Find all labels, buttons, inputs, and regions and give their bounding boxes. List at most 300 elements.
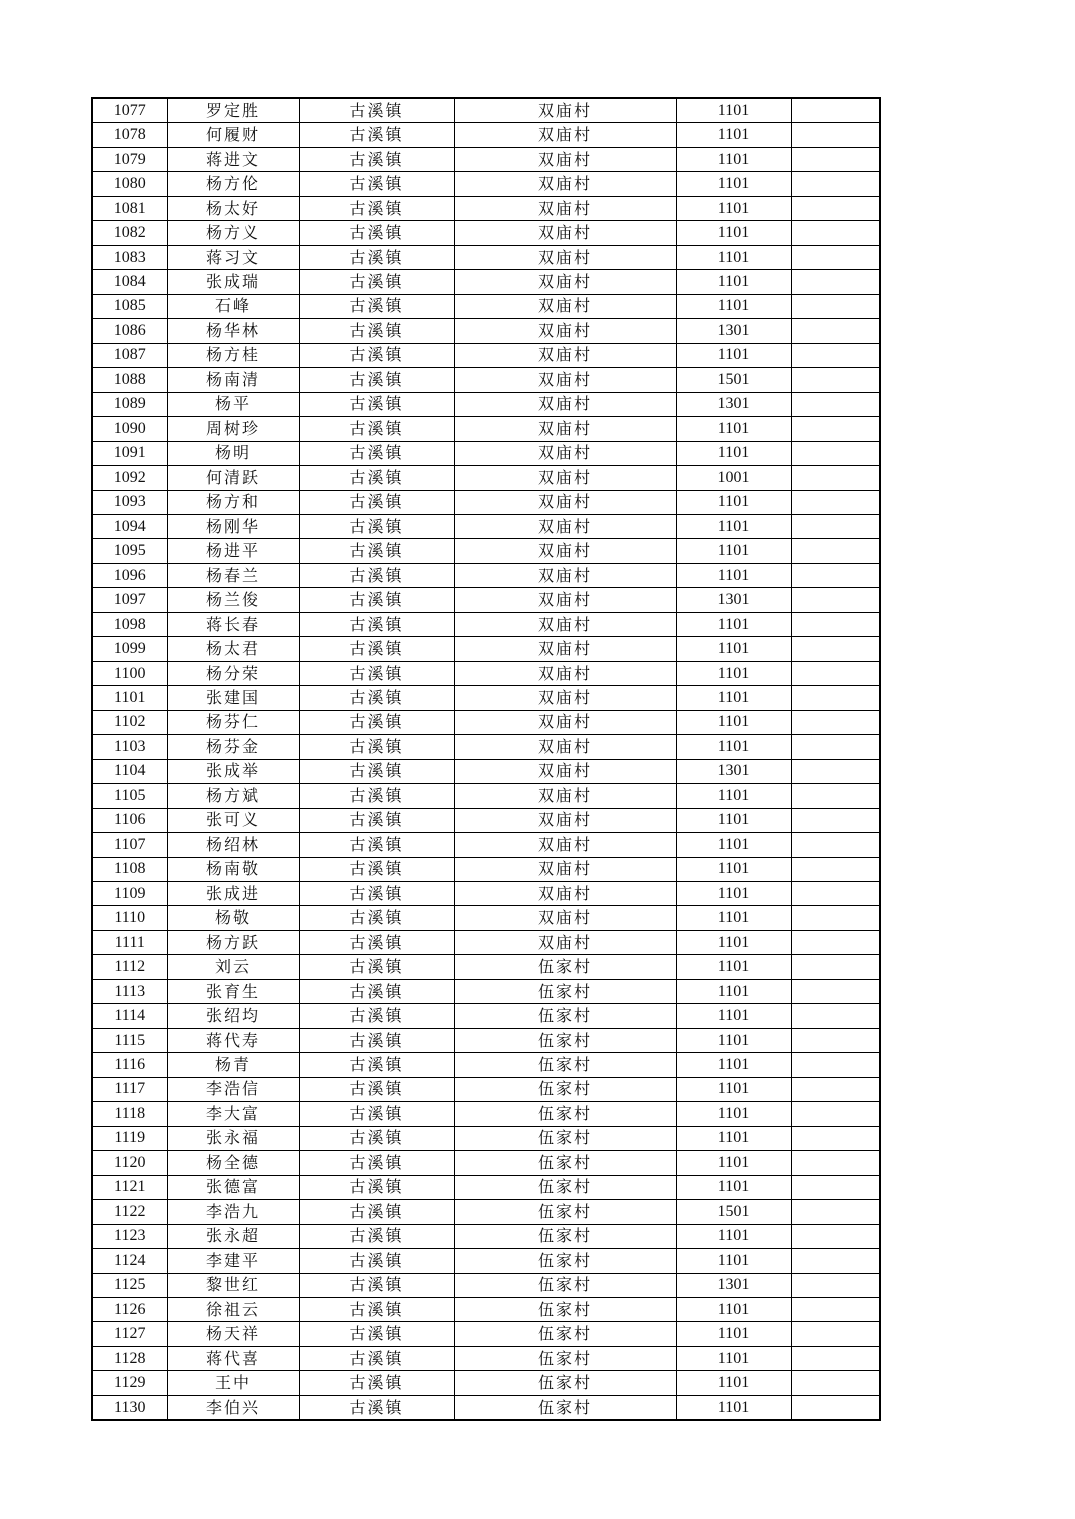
table-row [92,759,880,783]
village-cell: 伍家村 [454,955,676,979]
village-cell: 双庙村 [454,343,676,367]
remarks-cell [791,882,880,906]
code-cell: 1101 [676,539,791,563]
table-row [92,221,880,245]
person-name-cell: 王中 [167,1371,299,1395]
table-row [92,882,880,906]
village-cell: 双庙村 [454,661,676,685]
town-cell: 古溪镇 [299,490,454,514]
town-cell: 古溪镇 [299,392,454,416]
person-name-cell: 罗定胜 [167,98,299,123]
village-cell: 双庙村 [454,563,676,587]
serial-number-cell: 1101 [92,686,167,710]
table-row [92,294,880,318]
table-row [92,196,880,220]
town-cell: 古溪镇 [299,539,454,563]
serial-number-cell: 1089 [92,392,167,416]
table-row [92,319,880,343]
town-cell: 古溪镇 [299,1126,454,1150]
person-name-cell: 蒋进文 [167,147,299,171]
table-row [92,123,880,147]
serial-number-cell: 1122 [92,1200,167,1224]
person-name-cell: 何清跃 [167,466,299,490]
person-name-cell: 杨方和 [167,490,299,514]
village-cell: 双庙村 [454,221,676,245]
village-cell: 伍家村 [454,1175,676,1199]
code-cell: 1501 [676,368,791,392]
person-name-cell: 周树珍 [167,417,299,441]
serial-number-cell: 1127 [92,1322,167,1346]
person-name-cell: 李建平 [167,1249,299,1273]
village-cell: 双庙村 [454,759,676,783]
town-cell: 古溪镇 [299,710,454,734]
table-row [92,637,880,661]
town-cell: 古溪镇 [299,196,454,220]
town-cell: 古溪镇 [299,1151,454,1175]
village-cell: 伍家村 [454,1395,676,1420]
table-row [92,833,880,857]
remarks-cell [791,270,880,294]
village-cell: 伍家村 [454,1200,676,1224]
serial-number-cell: 1109 [92,882,167,906]
remarks-cell [791,857,880,881]
code-cell: 1101 [676,1004,791,1028]
town-cell: 古溪镇 [299,368,454,392]
serial-number-cell: 1105 [92,784,167,808]
town-cell: 古溪镇 [299,661,454,685]
remarks-cell [791,833,880,857]
table-row [92,1126,880,1150]
village-cell: 伍家村 [454,1322,676,1346]
table-row [92,1077,880,1101]
remarks-cell [791,172,880,196]
table-row [92,147,880,171]
code-cell: 1101 [676,686,791,710]
person-name-cell: 杨兰俊 [167,588,299,612]
village-cell: 双庙村 [454,906,676,930]
village-cell: 伍家村 [454,979,676,1003]
remarks-cell [791,221,880,245]
person-name-cell: 张成瑞 [167,270,299,294]
table-row [92,612,880,636]
town-cell: 古溪镇 [299,637,454,661]
remarks-cell [791,343,880,367]
person-name-cell: 石峰 [167,294,299,318]
serial-number-cell: 1107 [92,833,167,857]
code-cell: 1101 [676,441,791,465]
person-name-cell: 杨方斌 [167,784,299,808]
village-cell: 双庙村 [454,882,676,906]
town-cell: 古溪镇 [299,123,454,147]
table-row [92,1200,880,1224]
village-cell: 伍家村 [454,1053,676,1077]
person-name-cell: 黎世红 [167,1273,299,1297]
village-cell: 双庙村 [454,196,676,220]
village-cell: 双庙村 [454,392,676,416]
remarks-cell [791,441,880,465]
table-row [92,906,880,930]
serial-number-cell: 1110 [92,906,167,930]
town-cell: 古溪镇 [299,514,454,538]
table-row [92,270,880,294]
table-row [92,955,880,979]
town-cell: 古溪镇 [299,808,454,832]
serial-number-cell: 1102 [92,710,167,734]
remarks-cell [791,1297,880,1321]
code-cell: 1101 [676,294,791,318]
remarks-cell [791,1249,880,1273]
table-row [92,98,880,123]
code-cell: 1101 [676,808,791,832]
village-cell: 伍家村 [454,1102,676,1126]
village-cell: 双庙村 [454,441,676,465]
town-cell: 古溪镇 [299,1004,454,1028]
code-cell: 1301 [676,588,791,612]
code-cell: 1101 [676,1224,791,1248]
code-cell: 1101 [676,833,791,857]
village-cell: 双庙村 [454,172,676,196]
serial-number-cell: 1085 [92,294,167,318]
person-name-cell: 张建国 [167,686,299,710]
serial-number-cell: 1104 [92,759,167,783]
serial-number-cell: 1091 [92,441,167,465]
village-cell: 双庙村 [454,466,676,490]
table-row [92,343,880,367]
person-name-cell: 杨华林 [167,319,299,343]
serial-number-cell: 1118 [92,1102,167,1126]
serial-number-cell: 1081 [92,196,167,220]
remarks-cell [791,123,880,147]
table-row [92,1175,880,1199]
code-cell: 1101 [676,882,791,906]
serial-number-cell: 1082 [92,221,167,245]
person-name-cell: 李伯兴 [167,1395,299,1420]
remarks-cell [791,417,880,441]
code-cell: 1101 [676,172,791,196]
remarks-cell [791,710,880,734]
remarks-cell [791,735,880,759]
town-cell: 古溪镇 [299,612,454,636]
serial-number-cell: 1080 [92,172,167,196]
code-cell: 1101 [676,1126,791,1150]
code-cell: 1301 [676,319,791,343]
code-cell: 1101 [676,906,791,930]
person-name-cell: 杨方义 [167,221,299,245]
remarks-cell [791,661,880,685]
village-cell: 双庙村 [454,784,676,808]
remarks-cell [791,392,880,416]
serial-number-cell: 1090 [92,417,167,441]
remarks-cell [791,1224,880,1248]
remarks-cell [791,588,880,612]
person-name-cell: 张永福 [167,1126,299,1150]
town-cell: 古溪镇 [299,906,454,930]
town-cell: 古溪镇 [299,784,454,808]
serial-number-cell: 1079 [92,147,167,171]
code-cell: 1101 [676,514,791,538]
table-row [92,392,880,416]
table-row [92,1297,880,1321]
code-cell: 1101 [676,98,791,123]
person-name-cell: 杨太君 [167,637,299,661]
code-cell: 1501 [676,1200,791,1224]
serial-number-cell: 1117 [92,1077,167,1101]
village-cell: 伍家村 [454,1004,676,1028]
town-cell: 古溪镇 [299,98,454,123]
town-cell: 古溪镇 [299,294,454,318]
serial-number-cell: 1121 [92,1175,167,1199]
serial-number-cell: 1124 [92,1249,167,1273]
person-name-cell: 杨分荣 [167,661,299,685]
serial-number-cell: 1088 [92,368,167,392]
village-cell: 双庙村 [454,686,676,710]
table-row [92,1273,880,1297]
person-name-cell: 杨青 [167,1053,299,1077]
village-cell: 双庙村 [454,588,676,612]
village-cell: 双庙村 [454,735,676,759]
remarks-cell [791,637,880,661]
remarks-cell [791,1346,880,1370]
village-cell: 伍家村 [454,1077,676,1101]
table-row [92,1004,880,1028]
code-cell: 1101 [676,661,791,685]
remarks-cell [791,319,880,343]
person-name-cell: 杨南清 [167,368,299,392]
town-cell: 古溪镇 [299,172,454,196]
table-row [92,490,880,514]
serial-number-cell: 1086 [92,319,167,343]
table-row [92,514,880,538]
remarks-cell [791,1102,880,1126]
table-row [92,1371,880,1395]
village-cell: 双庙村 [454,98,676,123]
village-cell: 双庙村 [454,930,676,954]
code-cell: 1101 [676,123,791,147]
roster-sheet [91,97,879,1421]
person-name-cell: 张永超 [167,1224,299,1248]
person-name-cell: 李浩信 [167,1077,299,1101]
remarks-cell [791,930,880,954]
town-cell: 古溪镇 [299,343,454,367]
person-name-cell: 杨南敬 [167,857,299,881]
village-cell: 伍家村 [454,1126,676,1150]
serial-number-cell: 1093 [92,490,167,514]
town-cell: 古溪镇 [299,441,454,465]
serial-number-cell: 1077 [92,98,167,123]
table-row [92,368,880,392]
remarks-cell [791,1200,880,1224]
code-cell: 1101 [676,955,791,979]
serial-number-cell: 1087 [92,343,167,367]
town-cell: 古溪镇 [299,1102,454,1126]
village-cell: 双庙村 [454,417,676,441]
roster-table-body [92,98,880,1420]
table-row [92,245,880,269]
table-row [92,930,880,954]
town-cell: 古溪镇 [299,882,454,906]
serial-number-cell: 1078 [92,123,167,147]
town-cell: 古溪镇 [299,1322,454,1346]
serial-number-cell: 1130 [92,1395,167,1420]
village-cell: 伍家村 [454,1371,676,1395]
person-name-cell: 张成进 [167,882,299,906]
serial-number-cell: 1106 [92,808,167,832]
serial-number-cell: 1098 [92,612,167,636]
person-name-cell: 何履财 [167,123,299,147]
person-name-cell: 张德富 [167,1175,299,1199]
table-row [92,563,880,587]
village-cell: 伍家村 [454,1249,676,1273]
person-name-cell: 徐祖云 [167,1297,299,1321]
village-cell: 双庙村 [454,612,676,636]
serial-number-cell: 1125 [92,1273,167,1297]
serial-number-cell: 1094 [92,514,167,538]
serial-number-cell: 1112 [92,955,167,979]
table-row [92,808,880,832]
town-cell: 古溪镇 [299,1028,454,1052]
village-cell: 双庙村 [454,319,676,343]
village-cell: 双庙村 [454,637,676,661]
table-row [92,417,880,441]
code-cell: 1101 [676,221,791,245]
remarks-cell [791,1077,880,1101]
village-cell: 伍家村 [454,1273,676,1297]
person-name-cell: 杨绍林 [167,833,299,857]
table-row [92,1224,880,1248]
code-cell: 1101 [676,857,791,881]
remarks-cell [791,1273,880,1297]
village-cell: 双庙村 [454,294,676,318]
remarks-cell [791,1126,880,1150]
person-name-cell: 杨方跃 [167,930,299,954]
table-row [92,1322,880,1346]
person-name-cell: 蒋代喜 [167,1346,299,1370]
village-cell: 双庙村 [454,857,676,881]
person-name-cell: 杨芬金 [167,735,299,759]
town-cell: 古溪镇 [299,833,454,857]
code-cell: 1101 [676,979,791,1003]
serial-number-cell: 1126 [92,1297,167,1321]
town-cell: 古溪镇 [299,1224,454,1248]
person-name-cell: 杨敬 [167,906,299,930]
code-cell: 1101 [676,563,791,587]
village-cell: 伍家村 [454,1346,676,1370]
code-cell: 1101 [676,1053,791,1077]
village-cell: 双庙村 [454,833,676,857]
code-cell: 1101 [676,735,791,759]
table-row [92,1346,880,1370]
remarks-cell [791,1395,880,1420]
village-cell: 双庙村 [454,270,676,294]
town-cell: 古溪镇 [299,759,454,783]
table-row [92,1053,880,1077]
code-cell: 1001 [676,466,791,490]
code-cell: 1101 [676,930,791,954]
town-cell: 古溪镇 [299,735,454,759]
code-cell: 1101 [676,1175,791,1199]
remarks-cell [791,466,880,490]
town-cell: 古溪镇 [299,1249,454,1273]
serial-number-cell: 1095 [92,539,167,563]
code-cell: 1101 [676,1102,791,1126]
person-name-cell: 杨方桂 [167,343,299,367]
remarks-cell [791,514,880,538]
person-name-cell: 杨芬仁 [167,710,299,734]
village-cell: 伍家村 [454,1297,676,1321]
village-cell: 双庙村 [454,710,676,734]
table-row [92,1028,880,1052]
remarks-cell [791,368,880,392]
code-cell: 1101 [676,1322,791,1346]
code-cell: 1301 [676,759,791,783]
person-name-cell: 杨明 [167,441,299,465]
village-cell: 双庙村 [454,368,676,392]
person-name-cell: 李浩九 [167,1200,299,1224]
town-cell: 古溪镇 [299,1077,454,1101]
serial-number-cell: 1115 [92,1028,167,1052]
town-cell: 古溪镇 [299,1273,454,1297]
table-row [92,661,880,685]
code-cell: 1101 [676,417,791,441]
table-row [92,1249,880,1273]
town-cell: 古溪镇 [299,857,454,881]
table-row [92,588,880,612]
serial-number-cell: 1123 [92,1224,167,1248]
serial-number-cell: 1128 [92,1346,167,1370]
remarks-cell [791,563,880,587]
code-cell: 1101 [676,1151,791,1175]
person-name-cell: 蒋长春 [167,612,299,636]
serial-number-cell: 1096 [92,563,167,587]
person-name-cell: 杨太好 [167,196,299,220]
remarks-cell [791,612,880,636]
table-row [92,466,880,490]
remarks-cell [791,979,880,1003]
person-name-cell: 蒋代寿 [167,1028,299,1052]
village-cell: 伍家村 [454,1224,676,1248]
town-cell: 古溪镇 [299,319,454,343]
serial-number-cell: 1120 [92,1151,167,1175]
town-cell: 古溪镇 [299,955,454,979]
code-cell: 1101 [676,637,791,661]
person-name-cell: 刘云 [167,955,299,979]
town-cell: 古溪镇 [299,930,454,954]
remarks-cell [791,1053,880,1077]
remarks-cell [791,539,880,563]
remarks-cell [791,196,880,220]
serial-number-cell: 1114 [92,1004,167,1028]
person-name-cell: 杨春兰 [167,563,299,587]
town-cell: 古溪镇 [299,1297,454,1321]
town-cell: 古溪镇 [299,1175,454,1199]
person-name-cell: 杨刚华 [167,514,299,538]
serial-number-cell: 1119 [92,1126,167,1150]
town-cell: 古溪镇 [299,1371,454,1395]
serial-number-cell: 1084 [92,270,167,294]
table-row [92,735,880,759]
table-row [92,857,880,881]
code-cell: 1101 [676,1077,791,1101]
code-cell: 1101 [676,245,791,269]
code-cell: 1101 [676,490,791,514]
person-name-cell: 张绍均 [167,1004,299,1028]
village-cell: 双庙村 [454,147,676,171]
village-cell: 双庙村 [454,808,676,832]
code-cell: 1101 [676,343,791,367]
code-cell: 1101 [676,1371,791,1395]
table-row [92,979,880,1003]
remarks-cell [791,1004,880,1028]
